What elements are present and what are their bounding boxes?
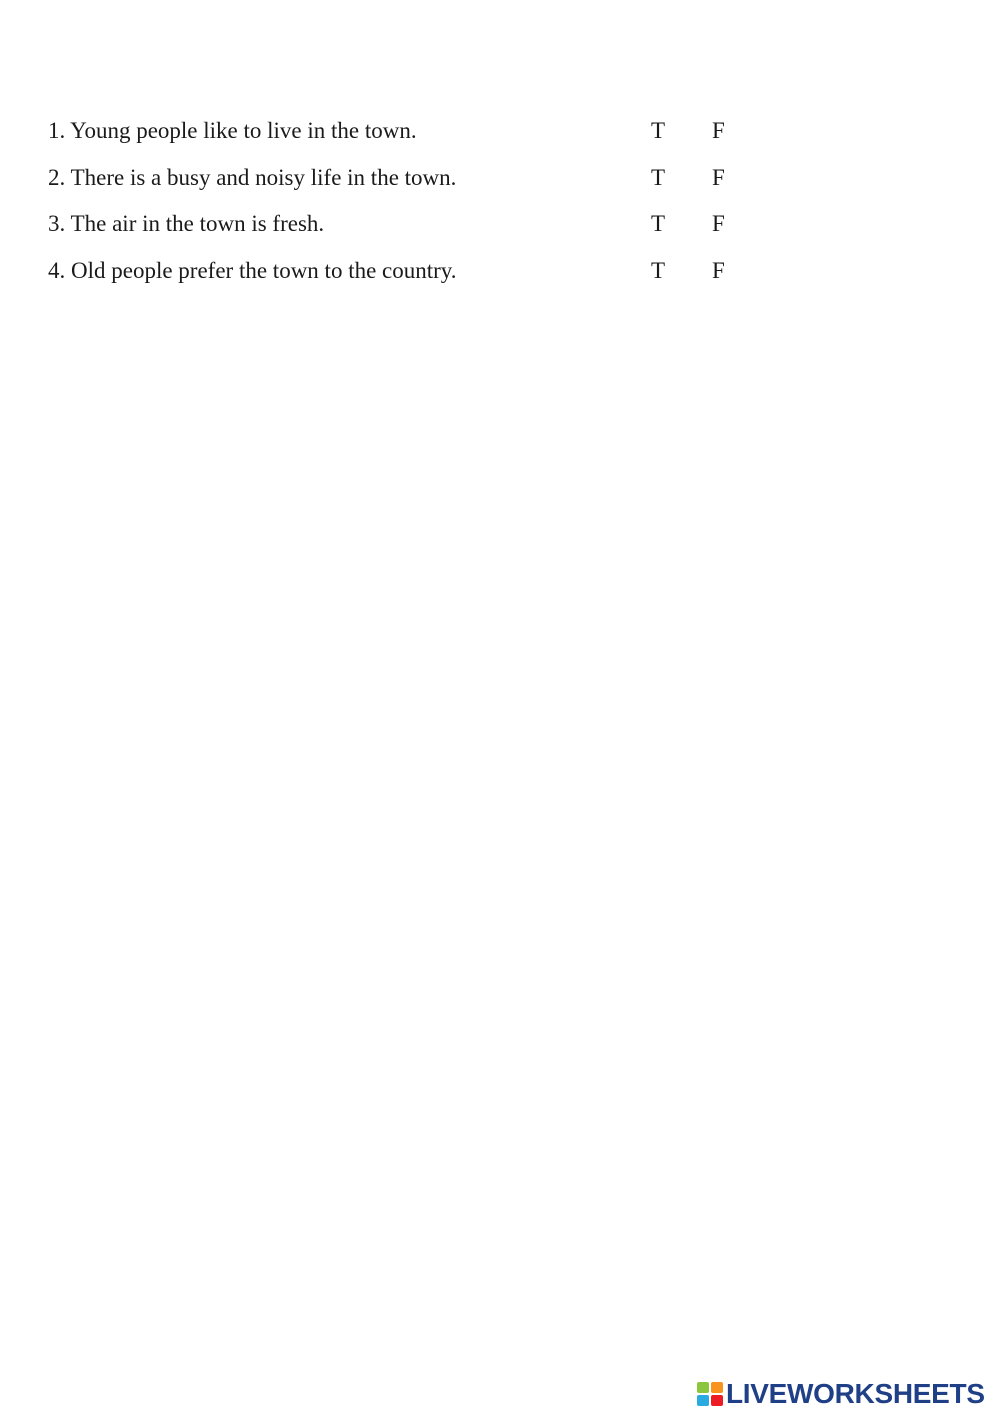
- question-text: 3. The air in the town is fresh.: [48, 211, 325, 236]
- false-option[interactable]: F: [712, 165, 725, 190]
- logo-text: LIVEWORKSHEETS: [726, 1378, 985, 1409]
- false-option[interactable]: F: [712, 118, 725, 143]
- liveworksheets-logo: [697, 1378, 985, 1410]
- true-option[interactable]: T: [651, 165, 666, 190]
- true-option[interactable]: T: [651, 258, 666, 283]
- question-text: 2. There is a busy and noisy life in the town.: [48, 165, 457, 190]
- question-text: 1. Young people like to live in the town.: [48, 118, 417, 143]
- logo-mark-icon: [697, 1382, 723, 1406]
- true-option[interactable]: T: [651, 211, 666, 236]
- false-option[interactable]: F: [712, 211, 725, 236]
- logo-tile-l: [697, 1382, 709, 1393]
- logo-tile-e: [711, 1395, 723, 1406]
- false-option[interactable]: F: [712, 258, 725, 283]
- question-text: 4. Old people prefer the town to the country.: [48, 258, 457, 283]
- logo-tile-i: [711, 1382, 723, 1393]
- logo-tile-v: [697, 1395, 709, 1406]
- true-option[interactable]: T: [651, 118, 666, 143]
